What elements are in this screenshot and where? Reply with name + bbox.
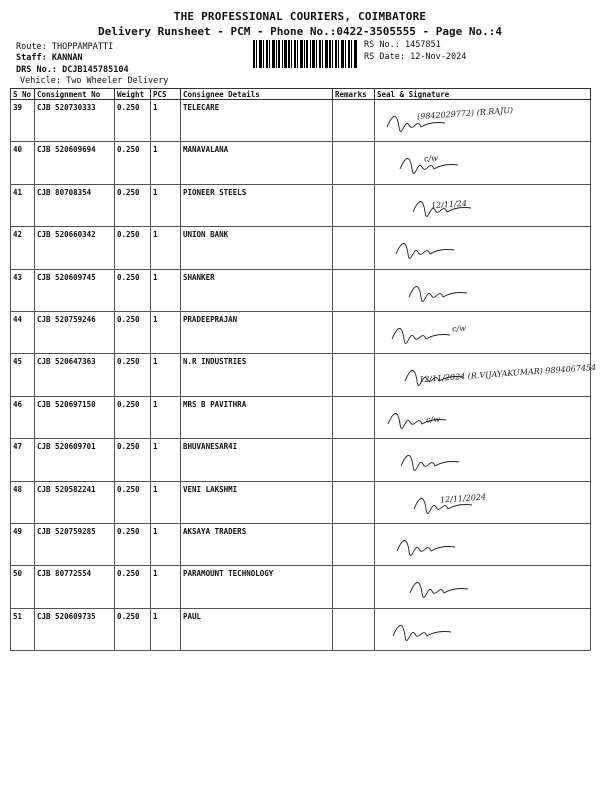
- staff-value: KANNAN: [51, 53, 83, 63]
- company-name: THE PROFESSIONAL COURIERS, COIMBATORE: [173, 10, 427, 23]
- row-weight: 0.250: [115, 269, 151, 311]
- signature-scribble: [377, 357, 577, 393]
- route-line: [16, 42, 113, 52]
- route-value: THOPPAMPATTI: [51, 42, 114, 52]
- col-remarks: Remarks: [333, 89, 375, 100]
- row-signature-cell: [375, 354, 597, 396]
- signature-scribble: [377, 442, 577, 478]
- handwritten-note: c/w: [423, 153, 439, 164]
- table-row: [11, 142, 591, 184]
- staff-label: Staff:: [16, 53, 47, 63]
- row-remarks: [333, 566, 375, 608]
- table-row: [11, 523, 591, 565]
- signature-area: [377, 400, 588, 438]
- signature-area: [377, 315, 588, 353]
- rs-no-value: 1457851: [404, 40, 441, 50]
- row-remarks: [333, 269, 375, 311]
- row-pcs: 1: [151, 396, 181, 438]
- row-signature-cell: [375, 439, 591, 481]
- table-row: [11, 184, 591, 226]
- row-pcs: 1: [151, 566, 181, 608]
- col-signature: Seal & Signature: [375, 89, 591, 100]
- row-weight: 0.250: [115, 439, 151, 481]
- row-remarks: [333, 608, 375, 650]
- signature-scribble: [377, 103, 577, 139]
- row-signature-cell: [375, 269, 591, 311]
- barcode: [253, 40, 357, 68]
- row-consignee: BHUVANESAR4I: [181, 439, 333, 481]
- row-remarks: [333, 523, 375, 565]
- row-consignee: TELECARE: [181, 100, 333, 142]
- row-pcs: 1: [151, 311, 181, 353]
- signature-scribble: [377, 230, 577, 266]
- row-consignment: CJB 520730333: [35, 100, 115, 142]
- row-remarks: [333, 227, 375, 269]
- vehicle-label: Vehicle:: [20, 76, 61, 86]
- table-row: [11, 269, 591, 311]
- signature-scribble: [377, 485, 577, 521]
- row-consignee: AKSAYA TRADERS: [181, 523, 333, 565]
- row-pcs: 1: [151, 142, 181, 184]
- row-consignee: PARAMOUNT TECHNOLOGY: [181, 566, 333, 608]
- row-consignee: SHANKER: [181, 269, 333, 311]
- row-signature-cell: [375, 481, 591, 523]
- table-row: [11, 354, 591, 396]
- row-sno: 43: [11, 269, 35, 311]
- row-consignee: N.R INDUSTRIES: [181, 354, 333, 396]
- row-consignment: CJB 520582241: [35, 481, 115, 523]
- signature-scribble: [377, 273, 577, 309]
- drs-label: DRS No.:: [16, 65, 57, 75]
- row-consignee: VENI LAKSHMI: [181, 481, 333, 523]
- signature-scribble: [377, 569, 577, 605]
- row-sno: 41: [11, 184, 35, 226]
- row-pcs: 1: [151, 184, 181, 226]
- signature-scribble: [377, 145, 577, 181]
- route-label: Route:: [16, 42, 47, 52]
- table-row: [11, 100, 591, 142]
- row-weight: 0.250: [115, 523, 151, 565]
- row-pcs: 1: [151, 481, 181, 523]
- staff-line: [16, 53, 83, 63]
- col-weight: Weight: [115, 89, 151, 100]
- col-details: Consignee Details: [181, 89, 333, 100]
- handwritten-note: c/w: [451, 323, 467, 334]
- signature-scribble: [377, 527, 577, 563]
- handwritten-note: 12/11/2024 (R.VIJAYAKUMAR) 9894067454: [418, 363, 597, 385]
- row-weight: 0.250: [115, 311, 151, 353]
- sheet-title: Delivery Runsheet - PCM - Phone No.:0422-3505555 - Page No.:4: [98, 25, 502, 38]
- signature-scribble: [377, 315, 577, 351]
- row-consignment: CJB 520609694: [35, 142, 115, 184]
- row-weight: 0.250: [115, 481, 151, 523]
- row-remarks: [333, 481, 375, 523]
- row-signature-cell: [375, 396, 591, 438]
- rs-no-line: [364, 40, 441, 50]
- rs-date-label: RS Date:: [364, 52, 405, 62]
- signature-area: [377, 103, 588, 141]
- row-remarks: [333, 354, 375, 396]
- row-consignment: CJB 520609735: [35, 608, 115, 650]
- signature-scribble: [377, 612, 577, 648]
- row-weight: 0.250: [115, 354, 151, 396]
- row-remarks: [333, 396, 375, 438]
- row-sno: 40: [11, 142, 35, 184]
- row-sno: 51: [11, 608, 35, 650]
- row-weight: 0.250: [115, 100, 151, 142]
- signature-area: [377, 273, 588, 311]
- row-consignment: CJB 520660342: [35, 227, 115, 269]
- signature-scribble: [377, 188, 577, 224]
- handwritten-note: (9842029772) (R.RAJU): [416, 105, 514, 122]
- row-remarks: [333, 142, 375, 184]
- row-remarks: [333, 439, 375, 481]
- table-header-row: [11, 89, 591, 100]
- table-row: [11, 311, 591, 353]
- table-row: [11, 481, 591, 523]
- row-consignment: CJB 80772554: [35, 566, 115, 608]
- row-pcs: 1: [151, 354, 181, 396]
- col-consignment: Consignment No: [35, 89, 115, 100]
- row-signature-cell: [375, 100, 591, 142]
- row-signature-cell: [375, 523, 591, 565]
- row-remarks: [333, 100, 375, 142]
- rs-date-value: 12-Nov-2024: [410, 52, 467, 62]
- row-consignment: CJB 520609701: [35, 439, 115, 481]
- signature-area: [377, 230, 588, 268]
- signature-area: [377, 357, 597, 395]
- row-sno: 44: [11, 311, 35, 353]
- signature-area: [377, 485, 588, 523]
- handwritten-note: 12/11/2024: [439, 491, 487, 505]
- row-sno: 47: [11, 439, 35, 481]
- row-weight: 0.250: [115, 184, 151, 226]
- row-sno: 39: [11, 100, 35, 142]
- row-consignee: MRS B PAVITHRA: [181, 396, 333, 438]
- row-signature-cell: [375, 311, 591, 353]
- row-sno: 50: [11, 566, 35, 608]
- row-pcs: 1: [151, 523, 181, 565]
- row-signature-cell: [375, 142, 591, 184]
- row-weight: 0.250: [115, 396, 151, 438]
- row-remarks: [333, 184, 375, 226]
- row-sno: 42: [11, 227, 35, 269]
- signature-area: [377, 527, 588, 565]
- row-consignment: CJB 520647363: [35, 354, 115, 396]
- col-pcs: PCS: [151, 89, 181, 100]
- signature-area: [377, 188, 588, 226]
- row-consignee: MANAVALANA: [181, 142, 333, 184]
- row-consignee: PIONEER STEELS: [181, 184, 333, 226]
- signature-area: [377, 612, 588, 650]
- signature-area: [377, 442, 588, 480]
- table-row: [11, 566, 591, 608]
- row-pcs: 1: [151, 608, 181, 650]
- row-weight: 0.250: [115, 142, 151, 184]
- row-signature-cell: [375, 566, 591, 608]
- table-row: [11, 396, 591, 438]
- signature-scribble: [377, 400, 577, 436]
- row-consignment: CJB 520759285: [35, 523, 115, 565]
- row-pcs: 1: [151, 269, 181, 311]
- row-consignee: UNION BANK: [181, 227, 333, 269]
- row-pcs: 1: [151, 100, 181, 142]
- drs-value: DCJB145785104: [62, 65, 129, 75]
- row-pcs: 1: [151, 439, 181, 481]
- drs-line: [16, 65, 129, 75]
- row-sno: 45: [11, 354, 35, 396]
- signature-area: [377, 569, 588, 607]
- row-consignee: PRADEEPRAJAN: [181, 311, 333, 353]
- row-pcs: 1: [151, 227, 181, 269]
- row-sno: 48: [11, 481, 35, 523]
- row-consignment: CJB 80708354: [35, 184, 115, 226]
- col-sno: S No: [11, 89, 35, 100]
- rs-no-label: RS No.:: [364, 40, 400, 50]
- row-weight: 0.250: [115, 566, 151, 608]
- row-signature-cell: [375, 227, 591, 269]
- handwritten-note: c/w: [425, 414, 441, 425]
- vehicle-line: [20, 76, 168, 86]
- table-row: [11, 227, 591, 269]
- delivery-table: [10, 88, 597, 651]
- row-consignment: CJB 520697150: [35, 396, 115, 438]
- row-weight: 0.250: [115, 608, 151, 650]
- row-sno: 46: [11, 396, 35, 438]
- row-consignment: CJB 520759246: [35, 311, 115, 353]
- row-signature-cell: [375, 184, 591, 226]
- row-consignee: PAUL: [181, 608, 333, 650]
- row-sno: 49: [11, 523, 35, 565]
- row-signature-cell: [375, 608, 591, 650]
- signature-area: [377, 145, 588, 183]
- rs-date-line: [364, 52, 466, 62]
- row-consignment: CJB 520609745: [35, 269, 115, 311]
- handwritten-note: 12/11/24: [430, 198, 468, 211]
- table-row: [11, 608, 591, 650]
- table-row: [11, 439, 591, 481]
- row-weight: 0.250: [115, 227, 151, 269]
- vehicle-value: Two Wheeler Delivery: [66, 76, 169, 86]
- row-remarks: [333, 311, 375, 353]
